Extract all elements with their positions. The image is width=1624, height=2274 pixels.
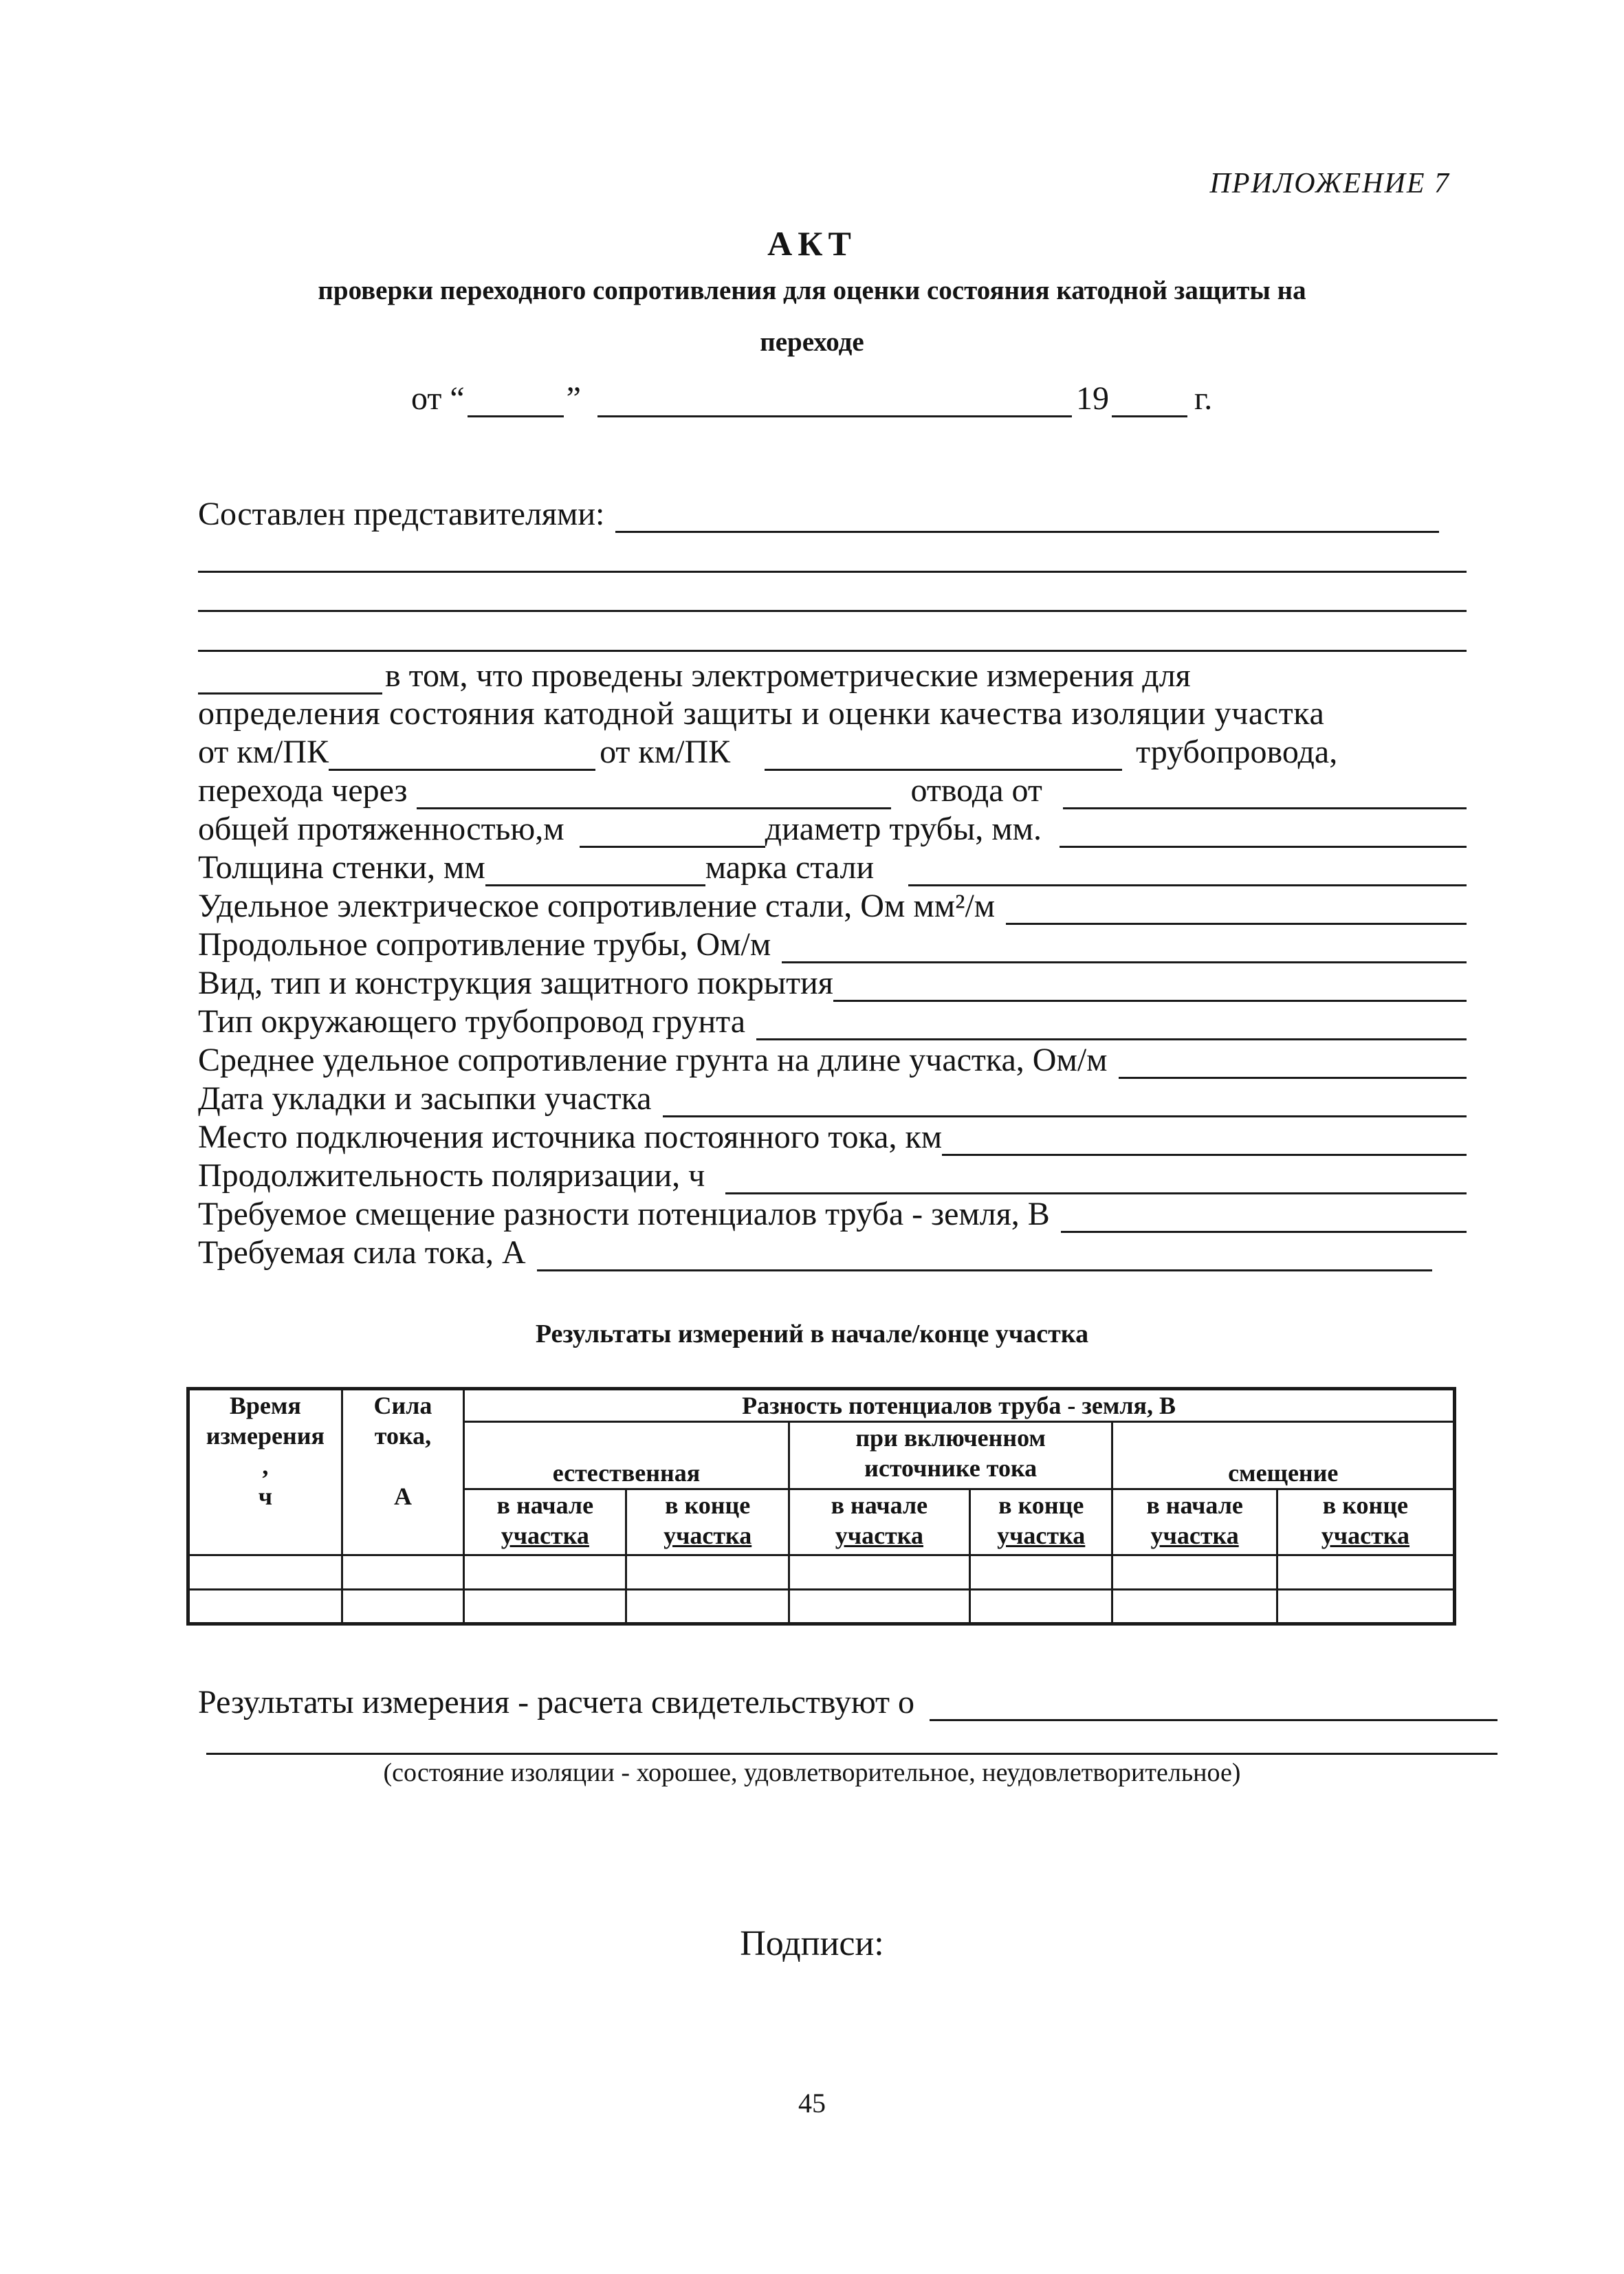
natural-start-line2: участка (501, 1522, 589, 1549)
current-header-2: тока, (374, 1422, 432, 1450)
km-row (198, 733, 1467, 771)
document-subtitle-line1: проверки переходного сопротивления для оценки состояния катодной защиты на (318, 276, 1306, 305)
time-header-4: ч (258, 1483, 273, 1510)
resistivity-blank[interactable] (1006, 895, 1467, 925)
representatives-line-3[interactable] (198, 650, 1467, 652)
table-row (188, 1555, 1455, 1590)
from-km-label: от км/ПК (198, 734, 329, 770)
shift-end-line2: участка (1321, 1522, 1409, 1549)
to-km-label: от км/ПК (600, 734, 731, 770)
wall-row (198, 849, 1467, 886)
results-table (186, 1387, 1456, 1626)
crossing-blank[interactable] (417, 780, 891, 809)
source-on-line2: источнике тока (864, 1454, 1038, 1482)
insulation-note: (состояние изоляции - хорошее, удовлетворительное, неудовлетворительное) (383, 1758, 1241, 1787)
laying-date-row (198, 1080, 1467, 1117)
on-end-header (969, 1489, 1112, 1555)
connection-blank[interactable] (942, 1126, 1467, 1156)
soil-resistance-label: Среднее удельное сопротивление грунта на длине участка, Ом/м (198, 1042, 1108, 1078)
representatives-line-1[interactable] (198, 571, 1467, 573)
month-blank[interactable] (597, 385, 1072, 417)
steel-blank[interactable] (908, 857, 1467, 886)
table-cell[interactable] (188, 1590, 342, 1624)
soil-resistance-row (198, 1041, 1467, 1079)
coating-label: Вид, тип и конструкция защитного покрытия (198, 965, 833, 1001)
table-cell[interactable] (464, 1555, 626, 1590)
crossing-row (198, 772, 1467, 809)
polarization-label: Продолжительность поляризации, ч (198, 1157, 705, 1194)
coating-blank[interactable] (833, 972, 1467, 1002)
shift-start-header (1112, 1489, 1277, 1555)
that-text: в том, что проведены электрометрические измерения для (385, 657, 1191, 694)
to-km-blank[interactable] (765, 741, 1122, 771)
signatures-label: Подписи: (740, 1924, 884, 1963)
appendix-label: ПРИЛОЖЕНИЕ 7 (1209, 168, 1450, 199)
table-cell[interactable] (1277, 1555, 1454, 1590)
natural-end-line1: в конце (665, 1491, 751, 1519)
required-current-blank[interactable] (537, 1242, 1432, 1271)
date-prefix: от “ (411, 380, 465, 417)
source-on-line1: при включенном (855, 1424, 1046, 1452)
longitudinal-row (198, 926, 1467, 963)
required-current-label: Требуемая сила тока, А (198, 1234, 526, 1271)
on-end-line1: в конце (998, 1491, 1084, 1519)
branch-blank[interactable] (1063, 780, 1467, 809)
time-header-2: измерения (206, 1422, 325, 1450)
document-title: АКТ (767, 224, 857, 263)
on-end-line2: участка (997, 1522, 1086, 1549)
table-cell[interactable] (1112, 1555, 1277, 1590)
natural-end-line2: участка (663, 1522, 752, 1549)
potential-difference-header: Разность потенциалов труба - земля, В (464, 1389, 1455, 1422)
from-km-blank[interactable] (329, 741, 595, 771)
required-shift-label: Требуемое смещение разности потенциалов труба - земля, В (198, 1196, 1050, 1232)
on-start-line1: в начале (831, 1491, 928, 1519)
table-cell[interactable] (342, 1590, 463, 1624)
required-shift-blank[interactable] (1061, 1203, 1467, 1233)
day-blank[interactable] (468, 385, 564, 417)
laying-date-label: Дата укладки и засыпки участка (198, 1080, 652, 1117)
laying-date-blank[interactable] (663, 1088, 1467, 1117)
crossing-label: перехода через (198, 772, 408, 809)
purpose-text: определения состояния катодной защиты и оценки качества изоляции участка (198, 695, 1325, 732)
natural-start-header (464, 1489, 626, 1555)
soil-resistance-blank[interactable] (1119, 1049, 1467, 1079)
representatives-line-2[interactable] (198, 610, 1467, 612)
result-continuation-line[interactable] (206, 1753, 1497, 1755)
document-subtitle-line2: переходе (760, 327, 864, 357)
result-row (198, 1683, 1497, 1721)
table-cell[interactable] (789, 1555, 969, 1590)
current-header-1: Сила (373, 1392, 432, 1419)
soil-row (198, 1003, 1467, 1040)
table-cell[interactable] (1277, 1590, 1454, 1624)
polarization-blank[interactable] (725, 1165, 1467, 1194)
current-header-cell (342, 1389, 463, 1555)
table-cell[interactable] (626, 1555, 789, 1590)
that-row (198, 657, 1436, 695)
table-row (188, 1590, 1455, 1624)
soil-label: Тип окружающего трубопровод грунта (198, 1003, 746, 1040)
date-quote-close: ” (566, 380, 581, 417)
date-suffix: г. (1194, 380, 1213, 417)
current-header-3: А (393, 1483, 412, 1510)
required-current-row (198, 1234, 1432, 1271)
table-cell[interactable] (626, 1590, 789, 1624)
table-title: Результаты измерений в начале/конце участка (535, 1320, 1089, 1348)
natural-start-line1: в начале (496, 1491, 594, 1519)
on-start-header (789, 1489, 969, 1555)
composed-by-blank[interactable] (615, 503, 1439, 533)
resistivity-label: Удельное электрическое сопротивление стали, Ом мм²/м (198, 888, 996, 924)
table-cell[interactable] (188, 1555, 342, 1590)
table-cell[interactable] (342, 1555, 463, 1590)
shift-start-line2: участка (1150, 1522, 1239, 1549)
required-shift-row (198, 1195, 1467, 1233)
table-cell[interactable] (1112, 1590, 1277, 1624)
natural-end-header (626, 1489, 789, 1555)
result-blank[interactable] (930, 1692, 1497, 1721)
table-cell[interactable] (969, 1555, 1112, 1590)
composed-by-label: Составлен представителями: (198, 496, 605, 532)
diameter-label: диаметр трубы, мм. (765, 811, 1042, 847)
that-blank[interactable] (198, 665, 382, 695)
year-blank[interactable] (1112, 385, 1187, 417)
wall-blank[interactable] (485, 857, 705, 886)
table-cell[interactable] (789, 1590, 969, 1624)
natural-header: естественная (464, 1422, 789, 1489)
branch-label: отвода от (910, 772, 1042, 809)
wall-label: Толщина стенки, мм (198, 849, 485, 886)
pipeline-label: трубопровода, (1136, 734, 1338, 770)
length-blank[interactable] (580, 818, 765, 848)
table-cell[interactable] (969, 1590, 1112, 1624)
result-label: Результаты измерения - расчета свидетельствуют о (198, 1684, 915, 1720)
time-header-3: , (262, 1452, 269, 1480)
shift-header: смещение (1112, 1422, 1455, 1489)
year-prefix: 19 (1075, 380, 1109, 417)
longitudinal-label: Продольное сопротивление трубы, Ом/м (198, 926, 771, 963)
shift-start-line1: в начале (1146, 1491, 1243, 1519)
shift-end-line1: в конце (1322, 1491, 1408, 1519)
shift-end-header (1277, 1489, 1454, 1555)
purpose-row (198, 695, 1467, 732)
longitudinal-blank[interactable] (782, 934, 1467, 963)
time-header-cell (188, 1389, 342, 1555)
polarization-row (198, 1157, 1467, 1194)
soil-blank[interactable] (756, 1011, 1467, 1040)
time-header-1: Время (229, 1392, 301, 1419)
on-start-line2: участка (835, 1522, 923, 1549)
diameter-blank[interactable] (1060, 818, 1467, 848)
coating-row (198, 964, 1467, 1002)
source-on-header (789, 1422, 1112, 1489)
connection-label: Место подключения источника постоянного тока, км (198, 1119, 943, 1155)
length-label: общей протяженностью,м (198, 811, 564, 847)
length-row (198, 810, 1467, 848)
date-line (411, 380, 1212, 417)
composed-by-row (198, 495, 1439, 533)
connection-row (198, 1118, 1467, 1156)
resistivity-row (198, 887, 1467, 925)
table-cell[interactable] (464, 1590, 626, 1624)
steel-label: марка стали (705, 849, 875, 886)
page-number: 45 (798, 2088, 826, 2119)
